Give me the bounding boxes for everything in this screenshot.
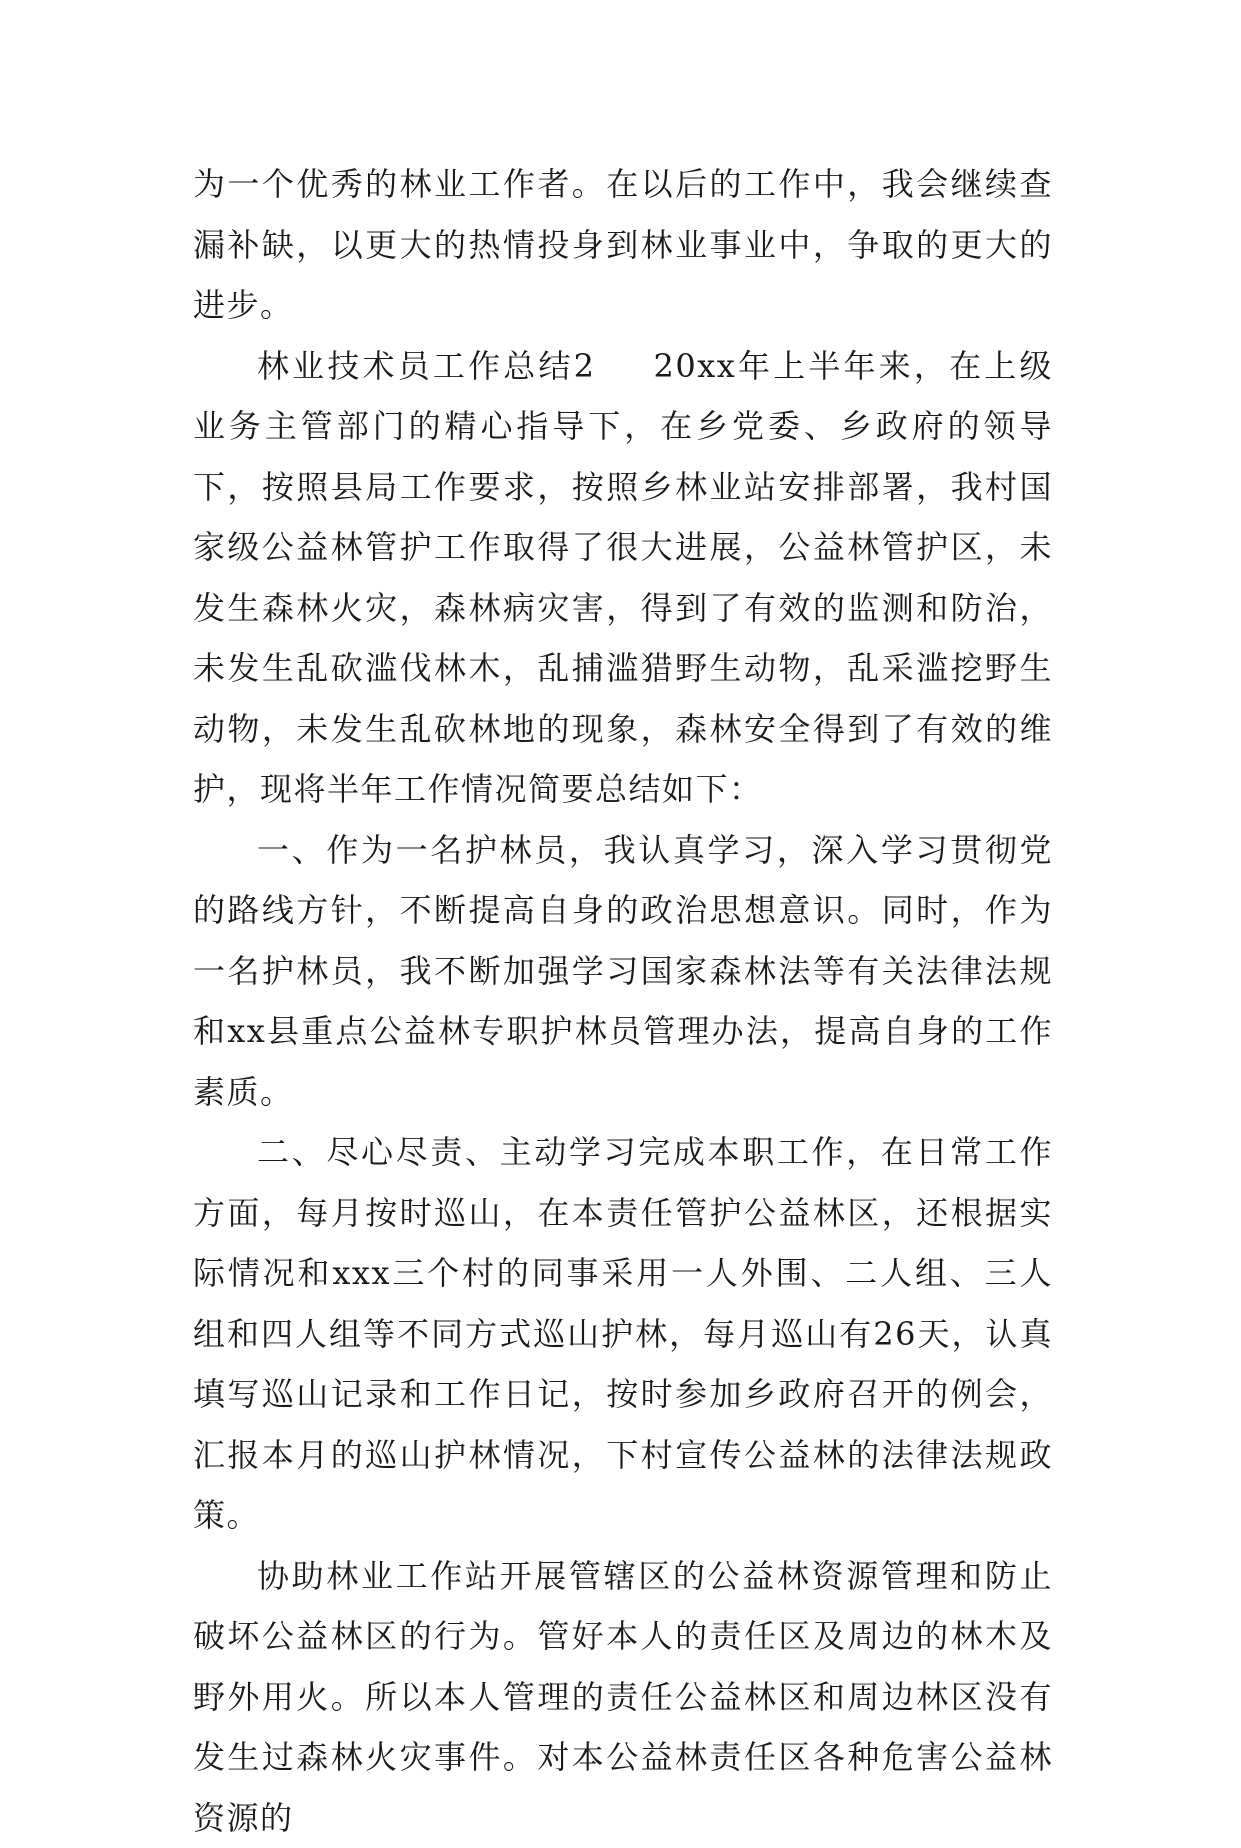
paragraph-text: 20xx年上半年来，在上级业务主管部门的精心指导下，在乡党委、乡政府的领导下，按照县局工作要求，按照乡林业站安排部署，我村国家级公益林管护工作取得了很大进展，公益林管护区，未发生森林火灾，森林病灾害，得到了有效的监测和防治，未发生乱砍滥伐林木，乱捕滥猎野生动物，乱采滥挖野生动物，未发生乱砍林地的现象，森林安全得到了有效的维护，现将半年工作情况简要总结如下：: [193, 347, 1053, 809]
document-body: [193, 154, 1053, 1848]
paragraph-closing: [193, 154, 1053, 336]
paragraph-text: 一、作为一名护林员，我认真学习，深入学习贯彻党的路线方针，不断提高自身的政治思想意识。同时，作为一名护林员，我不断加强学习国家森林法等有关法律法规和xx县重点公益林专职护林员管理办法，提高自身的工作素质。: [193, 831, 1053, 1111]
paragraph-text: 二、尽心尽责、主动学习完成本职工作，在日常工作方面，每月按时巡山，在本责任管护公益林区，还根据实际情况和xxx三个村的同事采用一人外围、二人组、三人组和四人组等不同方式巡山护林，每月巡山有26天，认真填写巡山记录和工作日记，按时参加乡政府召开的例会，汇报本月的巡山护林情况，下村宣传公益林的法律法规政策。: [193, 1133, 1053, 1534]
paragraph-text: 为一个优秀的林业工作者。在以后的工作中，我会继续查漏补缺，以更大的热情投身到林业事业中，争取的更大的进步。: [193, 165, 1053, 324]
paragraph-text: 协助林业工作站开展管辖区的公益林资源管理和防止破坏公益林区的行为。管好本人的责任区及周边的林木及野外用火。所以本人管理的责任公益林区和周边林区没有发生过森林火灾事件。对本公益林责任区各种危害公益林资源的: [193, 1557, 1053, 1837]
section-heading: 林业技术员工作总结2: [257, 347, 596, 385]
paragraph-item-one: [193, 820, 1053, 1123]
paragraph-assist: [193, 1546, 1053, 1848]
paragraph-summary-intro: [193, 336, 1053, 820]
paragraph-item-two: [193, 1122, 1053, 1546]
